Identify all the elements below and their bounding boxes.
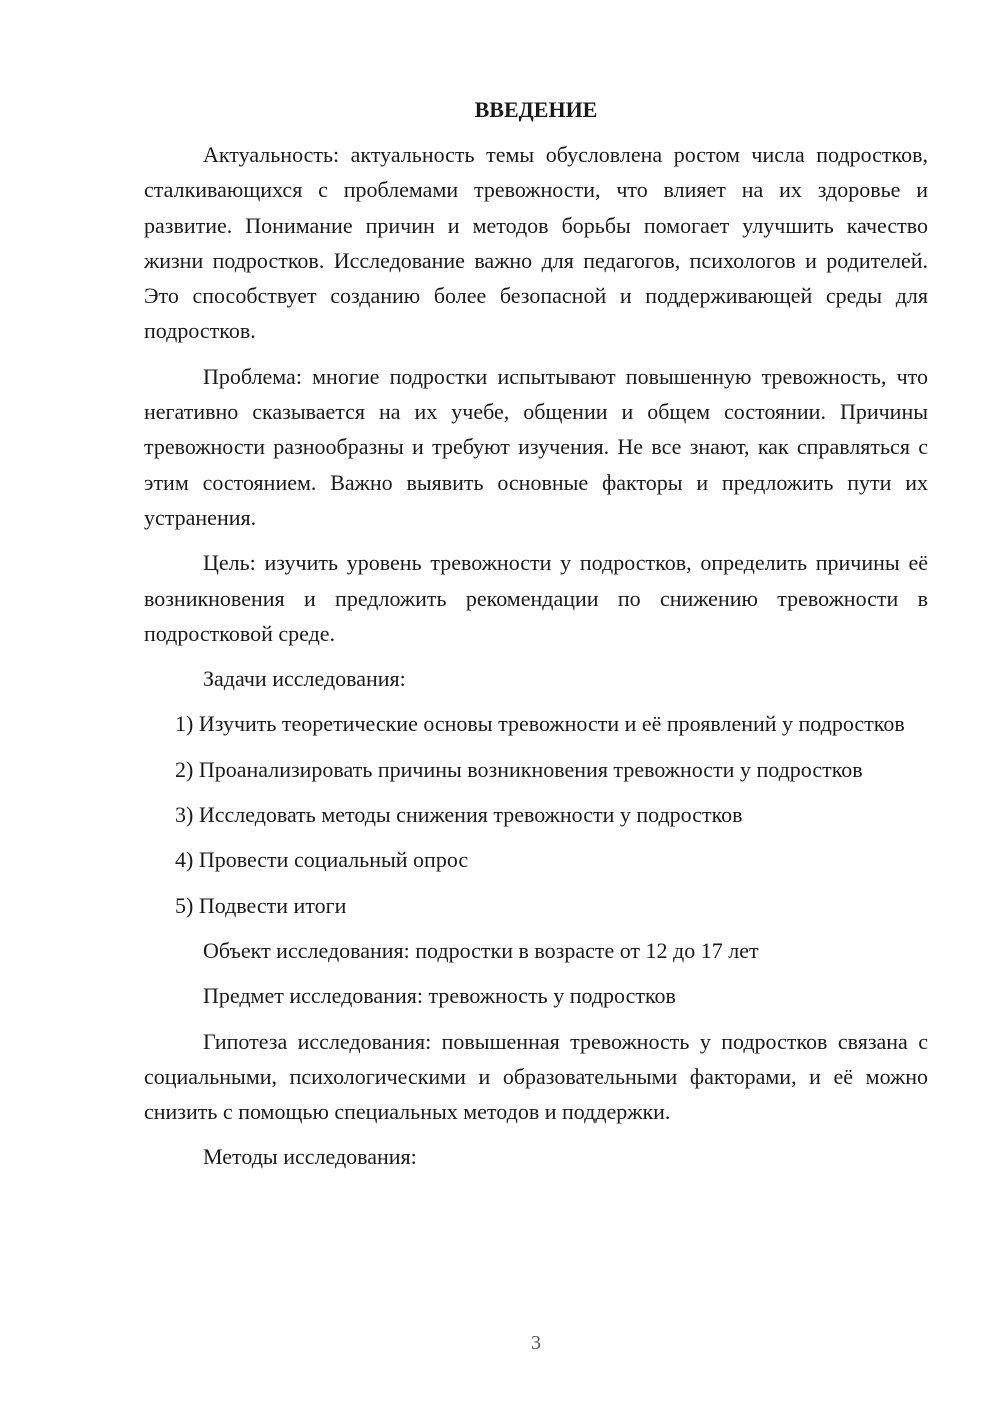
- object-paragraph: Объект исследования: подростки в возрасте от 12 до 17 лет: [203, 937, 759, 963]
- page-number: 3: [531, 1332, 541, 1354]
- task-item-2: 2) Проанализировать причины возникновения тревожности у подростков: [175, 756, 863, 782]
- section-title: ВВЕДЕНИЕ: [474, 97, 598, 122]
- page-content: [144, 92, 928, 1185]
- task-item-5: 5) Подвести итоги: [175, 892, 347, 918]
- tasks-heading: Задачи исследования:: [203, 666, 406, 692]
- problem-paragraph: Проблема: многие подростки испытывают повышенную тревожность, что негативно сказывается на их учебе, общении и общем состоянии. Причины тревожности разнообразны и требуют изучения. Не все знают, как справляться с этим состоянием. Важно выявить основные факторы и предложить пути их устранения.: [144, 363, 928, 530]
- goal-paragraph: Цель: изучить уровень тревожности у подростков, определить причины её возникновения и предложить рекомендации по снижению тревожности в подростковой среде.: [144, 550, 928, 646]
- task-item-4: 4) Провести социальный опрос: [175, 847, 469, 873]
- relevance-paragraph: Актуальность: актуальность темы обусловлена ростом числа подростков, сталкивающихся с проблемами тревожности, что влияет на их здоровье и развитие. Понимание причин и методов борьбы помогает улучшить качество жизни подростков. Исследование важно для педагогов, психологов и родителей. Это способствует созданию более безопасной и поддерживающей среды для подростков.: [144, 142, 928, 344]
- task-item-3: 3) Исследовать методы снижения тревожности у подростков: [175, 802, 743, 828]
- methods-heading: Методы исследования:: [203, 1144, 417, 1170]
- hypothesis-paragraph: Гипотеза исследования: повышенная тревожность у подростков связана с социальными, психологическими и образовательными факторами, и её можно снизить с помощью специальных методов и поддержки.: [144, 1028, 928, 1125]
- subject-paragraph: Предмет исследования: тревожность у подростков: [203, 983, 676, 1009]
- task-item-1: 1) Изучить теоретические основы тревожности и её проявлений у подростков: [175, 711, 905, 737]
